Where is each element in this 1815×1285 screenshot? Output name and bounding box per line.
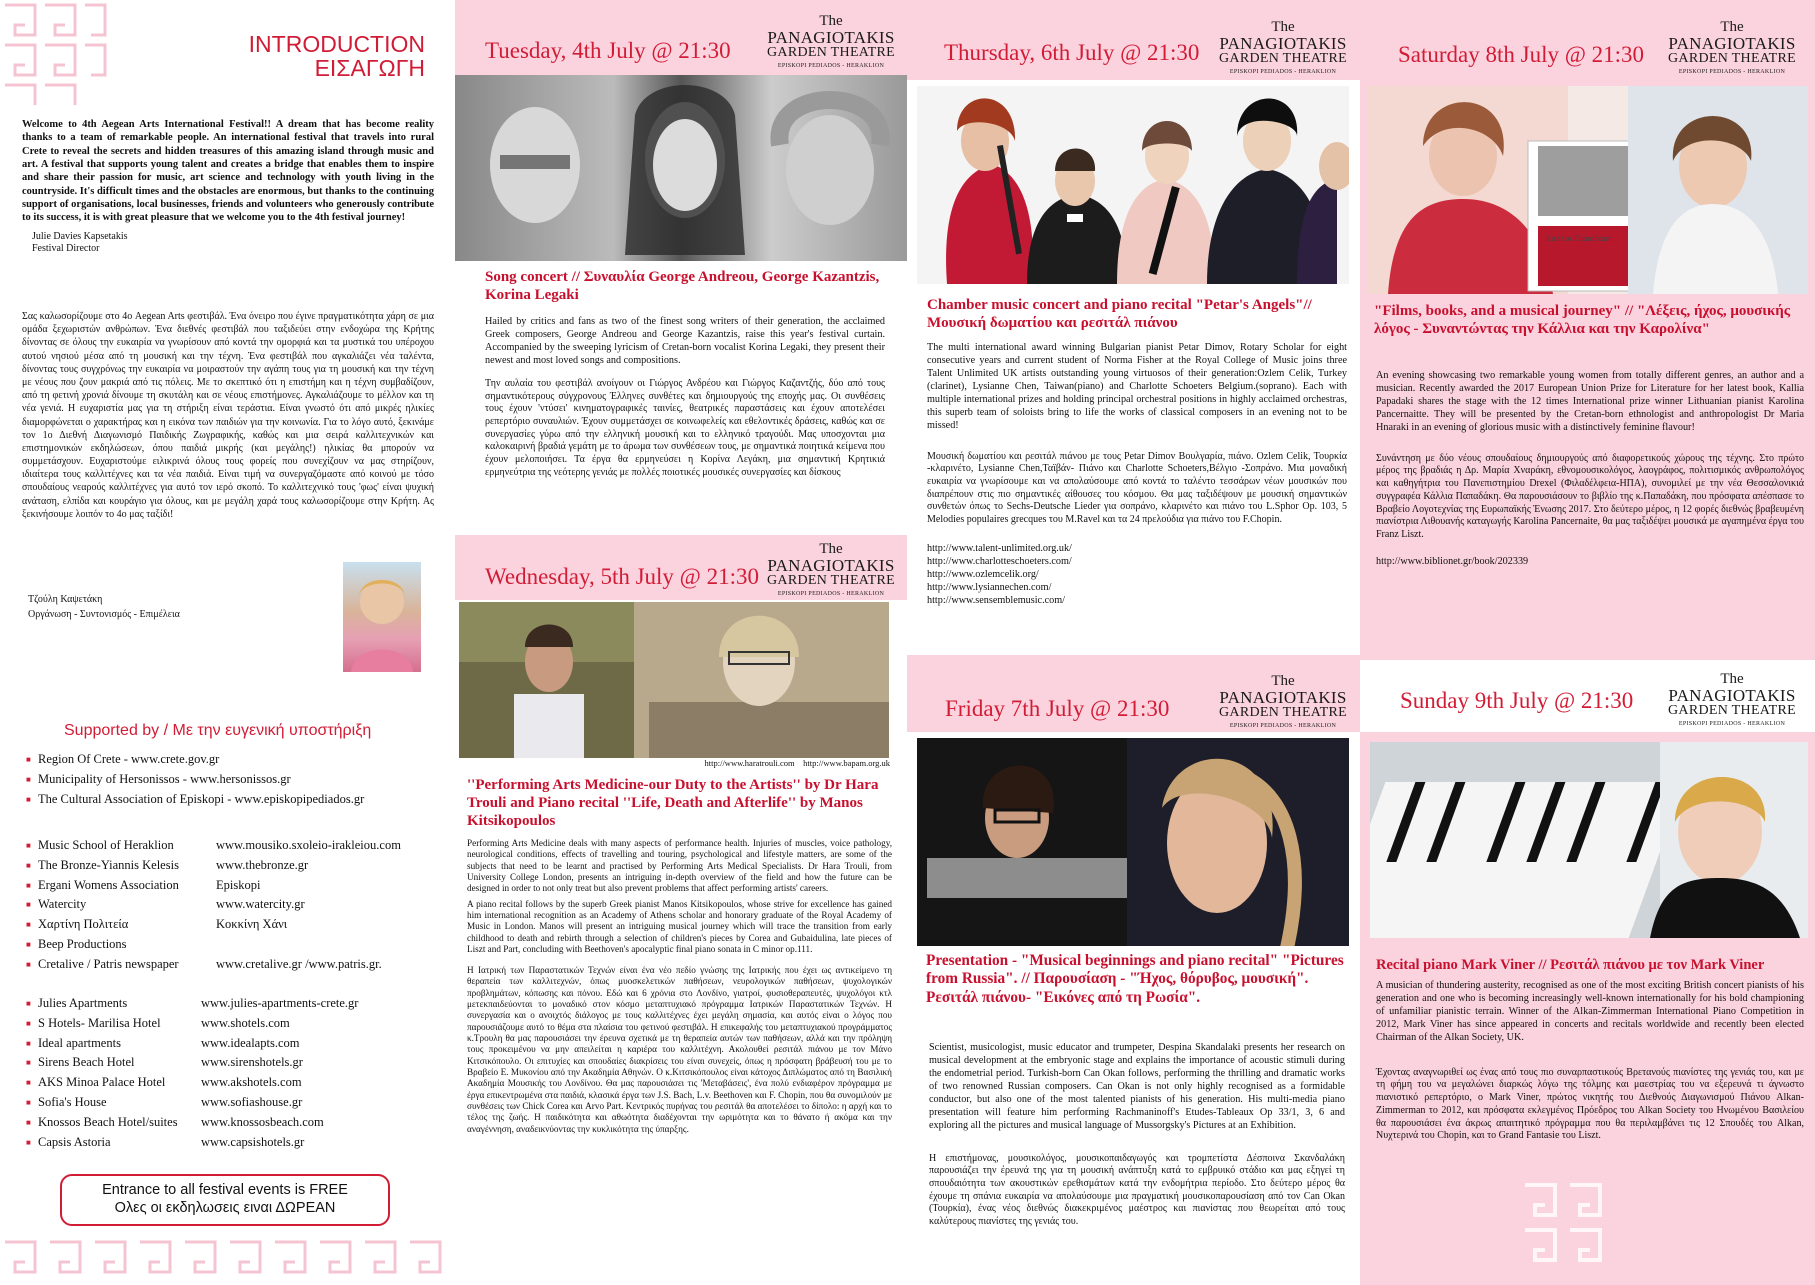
sponsor-name: S Hotels- Marilisa Hotel	[38, 1015, 161, 1030]
bullet-icon: ■	[26, 841, 31, 850]
bullet-icon: ■	[26, 880, 31, 890]
sponsor-url[interactable]: www.julies-apartments-crete.gr	[201, 996, 359, 1010]
sponsor-name: Sofia's House	[38, 1094, 107, 1109]
performers-photo	[917, 738, 1349, 946]
sponsor-item	[26, 1113, 446, 1133]
performer-photo	[1370, 742, 1808, 938]
sponsor-name: Capsis Astoria	[38, 1134, 111, 1149]
venue-logo: The PANAGIOTAKIS GARDEN THEATRE EPISKOPI PEDIADOS - HERAKLION	[1668, 19, 1796, 75]
venue-logo: The PANAGIOTAKIS GARDEN THEATRE EPISKOPI PEDIADOS - HERAKLION	[1219, 673, 1347, 729]
support-title: Supported by / Με την ευγενική υποστήριξη	[64, 722, 372, 739]
greek-welcome-text: Σας καλωσορίζουμε στο 4ο Aegean Arts φεστιβάλ. Ένα όνειρο που έγινε πραγματικότητα χάρη σε μια ομάδα ξεχωριστών ανθρώπων. Ένα διεθνές φεστιβάλ που ταξιδεύει στην ενδοχώρα της Κρήτης δίνοντας σε όλους την ευκαιρία να γνωρίσουν από κοντά την ομορφιά και τα μυστικά του υπέροχου αυτού νησιού μέσα από τη μουσική και την τέχνη. Ένα φεστιβάλ που αγκαλιάζει νέα ταλέντα, δίνοντας τους συγχρόνως την ευκαιρία να μοιραστούν την αγάπη τους για τη μουσική και την τέχνη με νέους που ζουν μακριά από τις πόλεις. Με το σκεπτικό ότι η επιστήμη και η τέχνη συμβαδίζουν, από τη φετινή χρονιά δίνουμε τη σκυτάλη και σε νέους επιστήμονες. Αγκαλιάζουμε το μέλλον και τη νέα γενιά. Η ευχαριστία μας για τη στήριξη είναι τεράστια. Είναι γνωστό ότι από μικρές ηλικίες διαμορφώνεται ο χαρακτήρας και η εικόνα των παιδιών για την κοινωνία. Για το λόγο αυτό, ξεκινάμε τον 1ο Διεθνή Διαγωνισμό Παιδικής Ζωγραφικής, καθώς και μια σειρά καλλιτεχνικών και επιστημονικών εκδηλώσεων, όπου παιδιά μικρής (και μεγάλης!) ηλικίας θα μπορούν να συμμετάσχουν. Ευχαριστούμε ειλικρινά όλους τους φορείς που συνεχίζουν να μας στηρίζουν, ιδιαίτερα τους καλλιτέχνες και τα νέα παιδιά. Είναι τιμή να συνεργαζόμαστε από κοινού με τόσο σπουδαίους νεαρούς καλλιτέχνες για αυτό τον ιερό σκοπό. Το καλλιτεχνικό τους 'φως' είναι ψυχική ανάταση, ελπίδα και κουράγιο για όλους, και με μεγάλη χαρά τους καλωσορίζουμε στην Κρήτη. Ας ξεκινήσουμε λοιπόν το 4ο μας ταξίδι!	[22, 311, 434, 520]
sponsor-item	[26, 1053, 446, 1073]
performers-photo	[917, 86, 1349, 284]
bullet-icon: ■	[26, 1137, 31, 1147]
event-title: Song concert // Συναυλία George Andreou, George Kazantzis, Korina Legaki	[485, 269, 880, 303]
meander-decoration-icon	[1520, 1180, 1620, 1280]
bullet-icon: ■	[26, 1058, 31, 1068]
sponsor-name: Julies Apartments	[38, 996, 128, 1010]
sponsor-item	[26, 876, 446, 896]
event-panel-thursday	[907, 0, 1360, 660]
event-panel-sunday	[1360, 660, 1815, 1285]
sponsor-list-hotels	[26, 994, 446, 1152]
event-description: Scientist, musicologist, music educator and trumpeter, Despina Skandalaki presents her research on musical development at the embryonic stage and explains the importance of acoustic stimuli during the endometrial period. Turkish-born Can Okan follows, performing the thrilling and dramatic works of two renowned Russian composers. Can Okan is not only highly recognised as a formidable conductor, but also one of the most talented pianists of his generation. His multi-media piano presentation will feature him performing Rachmaninoff's Etudes-Tableaux Op 33/1, 3, 6 and exploring all the pictures and musical language of Mussorgsky's Pictures at an Exhibition. Η επιστήμονας, μουσικολόγος, μουσικοπαιδαγωγός και τρομπετίστα Δέσποινα Σκανδαλάκη παρουσιάζει την έρευνά της για τη μουσική ανάπτυξη κατά το εμβρυικό στάδιο και μας εξηγεί τη σπουδαιότητα των ακουστικών ερεθισμάτων κατά την ενδομήτρια περίοδο. Στο δεύτερο μέρος θα έχουμε τη σπάνια ευκαιρία να απολαύσουμε μια πραγματική μουσικοπαρουσίαση από τον Can Okan (Τουρκία), ένας νέος διεθνώς διακεκριμένος μαέστρος και πιανίστας που θεωρείται από τους καλύτερους πιανίστες της γενιάς του.	[929, 1042, 1345, 1228]
link-haratrouli[interactable]: http://www.haratrouli.com	[704, 758, 795, 768]
venue-logo: The PANAGIOTAKIS GARDEN THEATRE EPISKOPI PEDIADOS - HERAKLION	[1219, 19, 1347, 75]
sponsor-item	[26, 770, 446, 790]
sponsor-item	[26, 935, 446, 955]
bullet-icon: ■	[26, 1038, 31, 1048]
sponsor-name: The Cultural Association of Episkopi - www.episkopipediados.gr	[38, 791, 365, 806]
event-title: Recital piano Mark Viner // Ρεσιτάλ πιάνου με τον Mark Viner	[1376, 957, 1765, 973]
bullet-icon: ■	[26, 794, 31, 804]
meander-decoration-icon	[0, 0, 110, 110]
bullet-icon: ■	[26, 755, 31, 764]
venue-logo: The PANAGIOTAKIS GARDEN THEATRE EPISKOPI PEDIADOS - HERAKLION	[1668, 671, 1796, 727]
sponsor-url[interactable]: www.cretalive.gr /www.patris.gr.	[216, 956, 382, 971]
sponsor-item	[26, 994, 446, 1014]
event-date: Saturday 8th July @ 21:30	[1398, 42, 1645, 67]
bullet-icon: ■	[26, 1018, 31, 1028]
photo-credits	[650, 758, 890, 769]
link-list	[927, 543, 1347, 608]
external-link[interactable]: http://www.lysiannechen.com/	[927, 581, 1052, 593]
link-bapam[interactable]: http://www.bapam.org.uk	[803, 758, 890, 768]
sponsor-name: Watercity	[38, 897, 87, 912]
bullet-icon: ■	[26, 774, 31, 784]
sponsor-name: Music School of Heraklion	[38, 838, 174, 852]
bullet-icon: ■	[26, 1078, 31, 1088]
event-date: Sunday 9th July @ 21:30	[1400, 688, 1634, 713]
sponsor-name: Region Of Crete - www.crete.gov.gr	[38, 752, 220, 766]
sponsor-item	[26, 1034, 446, 1054]
sponsor-url[interactable]: www.knossosbeach.com	[201, 1114, 324, 1129]
welcome-text: Welcome to 4th Aegean Arts International Festival!! A dream that has become reality thanks to a team of remarkable people. An international festival that travels into rural Crete to reveal the secrets and hidden treasures of this amazing island through music and art. A festival that supports young talent and creates a bridge that enables them to inspire and share their passion for music, art science and technology with youth living in the countryside. It's difficult times and the obstacles are enormous, but thanks to the continuing support of organisations, local businesses, friends and volunteers who generously contribute to its success, it is with great pleasure that we welcome you to the 4th festival journey! Julie Davies Kapsetakis Festival Director	[22, 119, 434, 255]
event-date: Thursday, 6th July @ 21:30	[944, 40, 1200, 65]
venue-logo: The PANAGIOTAKIS GARDEN THEATRE EPISKOPI PEDIADOS - HERAKLION	[767, 13, 895, 69]
event-panel-saturday	[1360, 0, 1815, 660]
page-title: INTRODUCTION ΕΙΣΑΓΩΓΗ	[248, 31, 425, 82]
meander-decoration-icon	[0, 1232, 455, 1285]
sponsor-list-public	[26, 750, 446, 809]
sponsor-name: Χαρτίνη Πολιτεία	[38, 917, 129, 932]
event-panel-tuesday	[455, 0, 907, 538]
sponsor-item	[26, 955, 446, 975]
sponsor-url[interactable]: www.capsishotels.gr	[201, 1134, 305, 1149]
sponsor-url[interactable]: www.thebronze.gr	[216, 857, 309, 872]
sponsor-name: AKS Minoa Palace Hotel	[38, 1075, 166, 1090]
sponsor-name: Cretalive / Patris newspaper	[38, 956, 179, 971]
bullet-icon: ■	[26, 920, 31, 930]
free-entrance-notice: Entrance to all festival events is FREE Ολες οι εκδηλωσεις ειναι ΔΩΡΕΑΝ	[60, 1174, 390, 1226]
bullet-icon: ■	[26, 959, 31, 969]
greek-signature: Τζούλη Καψετάκη Οργάνωση - Συντονισμός - Επιμέλεια	[28, 594, 180, 620]
event-title: "Films, books, and a musical journey" // "Λέξεις, ήχος, μουσικής λόγος - Συναντώντας την Κάλλια και την Καρολίνα"	[1374, 303, 1791, 337]
sponsor-item	[26, 836, 446, 856]
sponsor-url[interactable]: www.mousiko.sxoleio-irakleiou.com	[216, 838, 401, 852]
bullet-icon: ■	[26, 1117, 31, 1127]
director-photo	[343, 562, 421, 672]
sponsor-item	[26, 1133, 446, 1153]
event-panel-wednesday	[455, 538, 907, 1285]
sponsor-name: The Bronze-Yiannis Kelesis	[38, 857, 179, 872]
external-link[interactable]: http://www.talent-unlimited.org.uk/	[927, 542, 1072, 554]
bullet-icon: ■	[26, 900, 31, 910]
external-link[interactable]: http://www.charlotteschoeters.com/	[927, 555, 1072, 567]
performers-photo	[459, 602, 889, 758]
performers-photo	[1368, 86, 1808, 294]
event-date: Wednesday, 5th July @ 21:30	[485, 564, 760, 589]
event-date: Tuesday, 4th July @ 21:30	[485, 38, 731, 63]
sponsor-item	[26, 915, 446, 935]
sponsor-url[interactable]: www.sirenshotels.gr	[201, 1055, 303, 1070]
sponsor-item	[26, 1014, 446, 1034]
external-link[interactable]: http://www.ozlemcelik.org/	[927, 568, 1039, 580]
event-description: An evening showcasing two remarkable young women from totally different genres, an author and a musician. Recently awarded the 2017 European Union Prize for Literature for her latest book, Kallia Papadaki shares the stage with the 12 times International prize winner Lithuanian pianist Karolina Pancernaitte. They will be presented by the Cretan-born ethnologist and anthropologist Dr Maria Hnaraki in an evening of glorious music with a distinctively feminine flavour! Συνάντηση με δύο νέους σπουδαίους δημιουργούς από διαφορετικούς χώρους της τέχνης. Στο πρώτο μέρος της βραδιάς η Δρ. Μαρία Χναράκη, εθνομουσικολόγος, λαογράφος, πολιτισμικός ανθρωπολόγος και καθηγήτρια του Πανεπιστημίου Drexel (Φιλαδέλφεια-ΗΠΑ), συνομιλεί με την νέα Θεσσαλονικιά συγγραφέα Κάλλια Παπαδάκη. Θα παρουσιάσουν το βιβλίο της κ.Παπαδάκη, που πρόσφατα απέσπασε το Βραβείο Λογοτεχνίας της Ευρωπαϊκής Ένωσης 2017. Στο δεύτερο μέρος, η 12 φορές διεθνώς βραβευμένη πιανίστρια Λιθουανής καταγωγής Karolina Pancernaite, θα μας ταξιδέψει μουσικά με αγαπημένα έργα του Franz Liszt. http://www.biblionet.gr/book/202339	[1376, 370, 1804, 567]
sponsor-list-business	[26, 836, 446, 975]
bullet-icon: ■	[26, 939, 31, 949]
intro-panel	[0, 0, 455, 695]
sponsor-name: Beep Productions	[38, 936, 127, 951]
sponsor-url[interactable]: www.watercity.gr	[216, 897, 305, 912]
bullet-icon: ■	[26, 1097, 31, 1107]
sponsor-item	[26, 790, 446, 810]
sponsor-url[interactable]: www.sofiashouse.gr	[201, 1094, 303, 1109]
performers-photo	[455, 75, 907, 261]
sponsor-url[interactable]: Episkopi	[216, 877, 261, 892]
bullet-icon: ■	[26, 860, 31, 870]
sponsor-item	[26, 1073, 446, 1093]
sponsor-item	[26, 895, 446, 915]
sponsor-name: Municipality of Hersonissos - www.hersonissos.gr	[38, 771, 291, 786]
sponsor-url[interactable]: www.akshotels.com	[201, 1075, 302, 1090]
sponsor-url[interactable]: www.idealapts.com	[201, 1035, 300, 1050]
sponsor-item	[26, 856, 446, 876]
event-description: A musician of thundering austerity, recognised as one of the most exciting British concert pianists of his generation and one who is becoming increasingly well-known internationally for his bold championing of unfamiliar pianistic terrain. Winner of the Alkan-Zimmerman International Piano Competition in 2012, Mark Viner has since appeared in concerts and recitals worldwide and recently been elected Chairman of the Alkan Society, UK. Έχοντας αναγνωριθεί ως ένας από τους πιο συναρπαστικούς Βρετανούς πιανίστες της γενιάς του, και με τη φήμη του να μεγαλώνει διαρκώς λόγω της τόλμης και μαεστρίας του να εξερευνά τι άγνωστο πιανιστικό ρεπερτόριο, ο Mark Viner, πρώτος νικητής του Διεθνούς Διαγωνισμού Πιάνου Alkan-Zimmerman το 2012, και πρόσφατα εκλεγμένος Πρόεδρος του Alkan Society του Ηνωμένου Βασιλείου θα παρουσιάσει ένα άκρως απαιτητικό πρόγραμμα που θα περιλαμβάνει τις 12 Σπουδές του Alkan, Νυχτερινά του Chopin, και το Grand Fantasie του Liszt.	[1376, 980, 1804, 1142]
event-description: Performing Arts Medicine deals with many aspects of performance health. Injuries of muscles, voice pathology, neurological conditions, effects of travelling and touring, psychological and lifestyle matters, are some of the subjects that need to be learnt and practised by Performing Arts Medical Specialists. Dr Hara Trouli, from University College London, presents an intriguing in-depth overview of the field and how the future can be designed in order to not only treat but also prevent problems that affect performing artists' careers. A piano recital follows by the superb Greek pianist Manos Kitsikopoulos, whose strive for excellence has gained him international recognition as an Academy of Athens scholar and honorary graduate of the Royal Academy of Music in London. Manos will present an intriguing musical journey which will trace the transition from early childhood to death and rebirth through a selection of children's pieces by Corea and Gubaidulina, late pieces of Liszt and Part, concluding with Beethoven's apocalyptic final piano sonata in C minor op.111. Η Ιατρική των Παραστατικών Τεχνών είναι ένα νέο πεδίο γνώσης της Ιατρικής που έχει ως αντικείμενο τη θεραπεία των καλλιτεχνών, όπως μυοσκελετικών παθήσεων, νευρολογικών παθήσεων, ψυχολογικών προβλημάτων, κόπωσης και πόνου. Εδώ και 6 χρόνια στο Λονδίνο, γιατροί, φυσιοθεραπευτές, ψυχολόγοι κτλ μετεκπαιδεύονται το μοναδικό στον κόσμο μεταπτυχιακό πρόγραμμα Ιατρικών Παραστατικών Τεχνών. Η συνεργασία και ο ανοιχτός διάλογος με τους καλλιτέχνες έχει μεγάλη σημασία, και αυτός είναι ο λόγος που παρουσιάζουμε αυτό το θέμα στα πλαίσια του φετινού φεστιβάλ. Η επικεφαλής του μεταπτυχιακού προγράμματος κ.Τρουλη θα μας παρουσιάσει την έρευνα σχετικά με τη θεραπεία αυτών των παθήσεων, αλλά και την πρόληψη τους προκειμένου να μην απειλείται η καριέρα του καλλιτέχνη. Ακολουθεί ρεσιτάλ πιάνου με τον Μάνο Κιτσικόπουλο. Οι επιτυχίες και σπουδαίες διακρίσεις του είναι συνεχείς, όπως η πρόσφατη βράβευσή του με το Βραβείο Ε. Μυκονίου από την Ακαδημία Αθηνών. Ο κ.Κιτσικόπουλος είναι κάτοχος Διπλώματος από τη Βασιλική Ακαδημία Μουσικής του Λονδίνου. Θα μας παρουσιάσει τις 'Μεταβάσεις', ένα πολύ ενδιαφέρον πρόγραμμα με έργα επικεντρωμένα στα παιδιά, κλασικά έργα των J.S. Bach, L.v. Beethoven και F. Chopin, που θα συνομιλούν με συνθέσεις των Chick Corea και Arvo Part. Κεντρικός πυρήνας του ρεσιτάλ θα αποτελέσει το δίπολο: η αρχή και το τέλος της ζωής. Η παιδικότητα και αθωότητα διαδέχονται την ωριμότητα και το θάνατο ή ακόμα και την αναγέννηση, αναδεικνύοντας την κυκλικότητα της ύπαρξης.	[467, 838, 892, 1134]
event-description: The multi international award winning Bulgarian pianist Petar Dimov, Rotary Scholar for eight consecutive years and current student of Norma Fisher at the Royal College of Music joins three Talent Unlimited UK artists outstanding young virtuosos of their generation:Ozlem Celik, Turkey (clarinet), Lysianne Chen, Taiwan(piano) and Charlotte Schoeters Belgium.(soprano). Each with multiple international prizes and holding principal orchestral positions in highly acclaimed orchestras, this superb team of soloists bring to life the works of classical composers in an evening not to be missed! Μουσική δωματίου και ρεσιτάλ πιάνου με τους Petar Dimov Βουλγαρία, πιάνο. Ozlem Celik, Τουρκία -κλαρινέτο, Lysianne Chen,Ταϊβάν- Πιάνο και Charlotte Schoeters,Βέλγιο -Σοπράνο. Μια μοναδική ευκαιρία να γνωρίσουμε και να απολαύσουμε από κοντά το ταλέντο τεσσάρων νέων μουσικών που διαπρέπουν στις πιο σημαντικές αίθουσες του κόσμου. Θα μας ταξιδέψουν με μουσική σημαντικών συνθετών όπως το Sechs-Deutsche Lieder για σοπράνο, κλαρινέτο και πιάνο του L.Sphor Op. 103, 5 Melodies populaires grecques του M.Ravel και τα 24 πρελούδια για πιάνο του F.Chopin. http://www.talent-unlimited.org.uk/ http://www.charlotteschoeters.com/ http://www.ozlemcelik.org/ http://www.lysiannechen.com/ http://www.sensemblemusic.com/	[927, 342, 1347, 606]
book-cover-text: Κάλλια Παπαδάκη	[1546, 235, 1613, 243]
sponsor-name: Ergani Womens Association	[38, 877, 179, 892]
sponsor-name: Sirens Beach Hotel	[38, 1055, 135, 1070]
event-title: ''Performing Arts Medicine-our Duty to the Artists'' by Dr Hara Trouli and Piano recital ''Life, Death and Afterlife'' by Manos Kitsikopoulos	[467, 777, 879, 829]
event-title: Chamber music concert and piano recital "Petar's Angels"// Μουσική δωματίου και ρεσιτάλ πιάνου	[927, 297, 1312, 331]
event-description: Hailed by critics and fans as two of the finest song writers of their generation, the acclaimed Greek composers, George Andreou and George Kazantzis, raise this year's festival curtain. Accompanied by the sweeping lyricism of Cretan-born vocalist Korina Legaki, they present their newest and most loved songs and compositions. Την αυλαία του φεστιβάλ ανοίγουν οι Γιώργος Ανδρέου και Γιώργος Καζαντζής, δύο από τους σημαντικότερους σύγχρονους Έλληνες συνθέτες και δημιουργούς της εποχής μας. Οι συνθέσεις τους έχουν 'ντύσει' κινηματογραφικές ταινίες, θεατρικές παραστάσεις και έχουν αποτελέσει ρεπερτόριο συναυλιών. Έχουν συμμετάσχει σε κοινωφελείς και εθελοντικές δράσεις, καθώς και σε συνεργασίες γύρω από την ελληνική μουσική και το ελληνικό τραγούδι. Μας υποσχονται μια καλοκαιρινή βραδιά γεμάτη με το άρωμα των συνθέσεων τους, με σημαντικά ποιητικά κείμενα που έχουν μελοποιήσει. Τα έργα θα ερμηνεύσει η Κορίνα Λεγάκη, μια σημαντική Κρητικιά ερμηνεύτρια της νεότερης γενιάς με πολλές ποιοτικές μουσικές συνεργασίες και δίσκους	[485, 316, 885, 478]
sponsor-item	[26, 1093, 446, 1113]
sponsor-url[interactable]: www.shotels.com	[201, 1015, 290, 1030]
sponsor-item	[26, 750, 446, 770]
sponsor-name: Ideal apartments	[38, 1035, 121, 1050]
event-title: Presentation - "Musical beginnings and piano recital" "Pictures from Russia". // Παρουσίαση - "Ήχος, θόρυβος, μουσική". Ρεσιτάλ πιάνου- "Εικόνες από τη Ρωσία".	[926, 952, 1344, 1006]
sponsor-name: Knossos Beach Hotel/suites	[38, 1114, 178, 1129]
external-link[interactable]: http://www.sensemblemusic.com/	[927, 594, 1065, 606]
director-signature: Julie Davies Kapsetakis Festival Director	[32, 230, 128, 255]
event-date: Friday 7th July @ 21:30	[945, 696, 1170, 721]
sponsor-url[interactable]: Κοκκίνη Χάνι	[216, 917, 288, 932]
venue-logo: The PANAGIOTAKIS GARDEN THEATRE EPISKOPI PEDIADOS - HERAKLION	[767, 541, 895, 597]
event-panel-friday	[907, 660, 1360, 1285]
bullet-icon: ■	[26, 999, 31, 1008]
link-biblionet[interactable]: http://www.biblionet.gr/book/202339	[1376, 555, 1529, 567]
